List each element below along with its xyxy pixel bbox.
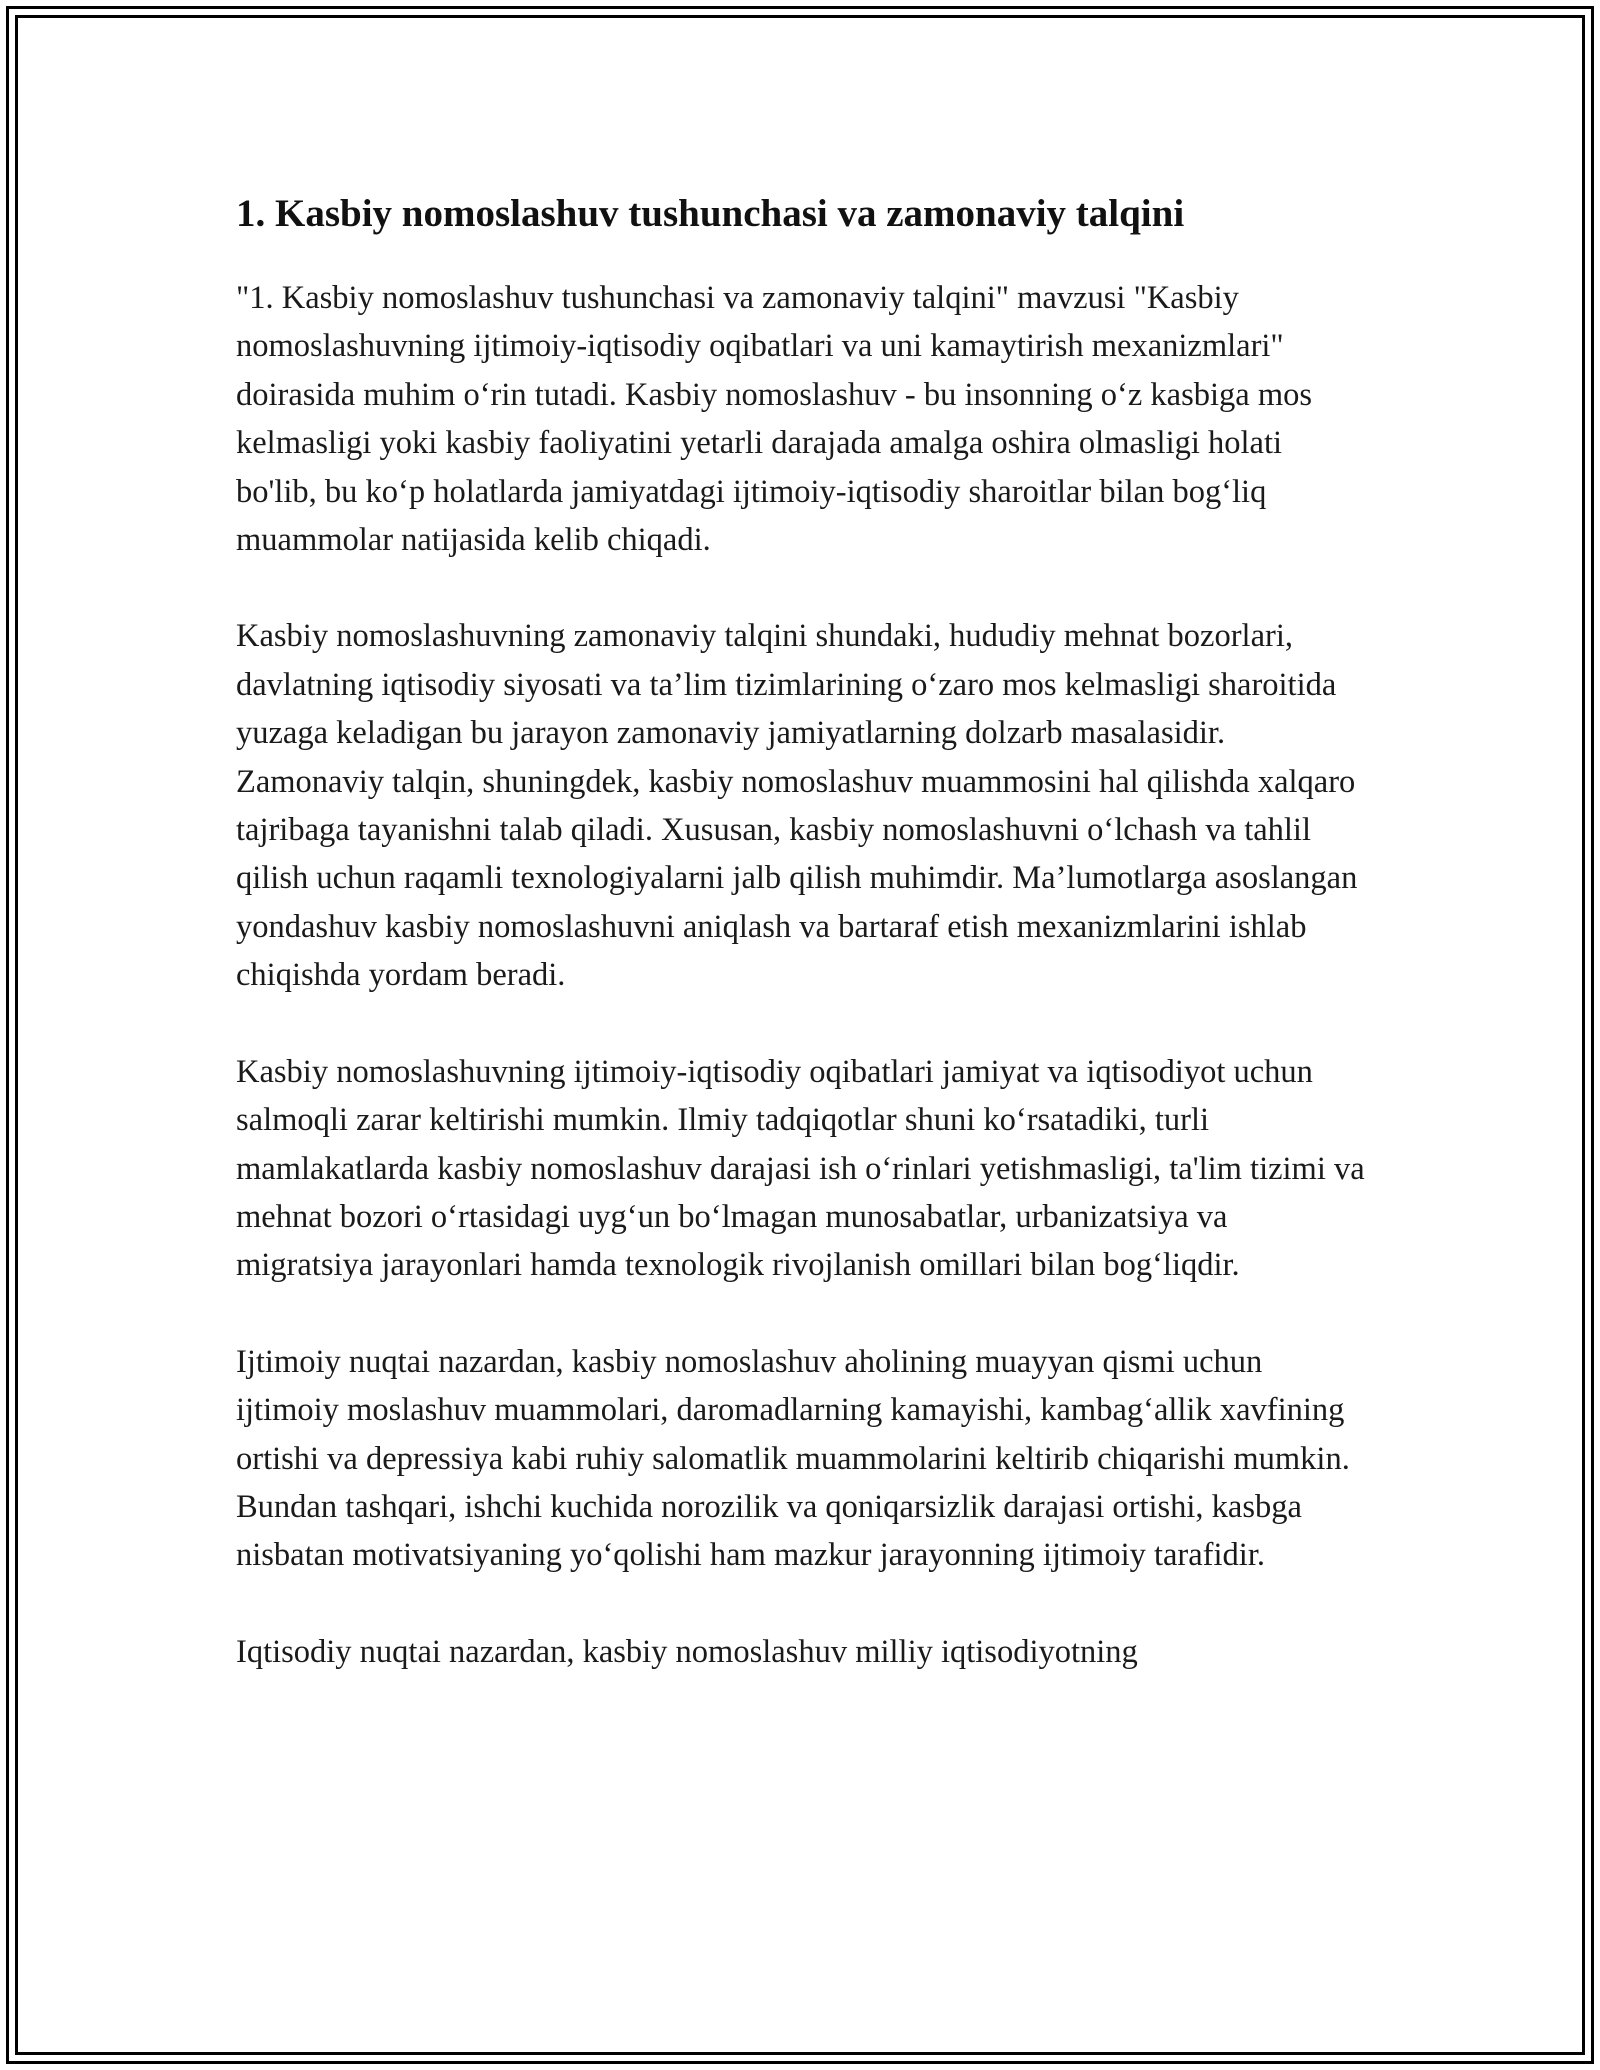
paragraph-2: Kasbiy nomoslashuvning zamonaviy talqini shundaki, hududiy mehnat bozorlari, davlatning iqtisodiy siyosati va ta’lim tizimlarining o‘zaro mos kelmasligi sharoitida yuzaga keladigan bu jarayon zamonaviy jamiyatlarning dolzarb masalasidir. Zamonaviy talqin, shuningdek, kasbiy nomoslashuv muammosini hal qilishda xalqaro tajribaga tayanishni talab qiladi. Xususan, kasbiy nomoslashuvni o‘lchash va tahlil qilish uchun raqamli texnologiyalarni jalb qilish muhimdir. Ma’lumotlarga asoslangan yondashuv kasbiy nomoslashuvni aniqlash va bartaraf etish mexanizmlarini ishlab chiqishda yordam beradi. [236,618,1358,994]
paragraph-1: "1. Kasbiy nomoslashuv tushunchasi va zamonaviy talqini" mavzusi "Kasbiy nomoslashuvning ijtimoiy-iqtisodiy oqibatlari va uni kamaytirish mexanizmlari" doirasida muhim o‘rin tutadi. Kasbiy nomoslashuv - bu insonning o‘z kasbiga mos kelmasligi yoki kasbiy faoliyatini yetarli darajada amalga oshira olmasligi holati bo'lib, bu ko‘p holatlarda jamiyatdagi ijtimoiy-iqtisodiy sharoitlar bilan bog‘liq muammolar natijasida kelib chiqadi. [236,280,1312,559]
paragraph-5: Iqtisodiy nuqtai nazardan, kasbiy nomoslashuv milliy iqtisodiyotning [236,1633,1138,1670]
paragraph-3: Kasbiy nomoslashuvning ijtimoiy-iqtisodiy oqibatlari jamiyat va iqtisodiyot uchun salmoqli zarar keltirishi mumkin. Ilmiy tadqiqotlar shuni ko‘rsatadiki, turli mamlakatlarda kasbiy nomoslashuv darajasi ish o‘rinlari yetishmasligi, ta'lim tizimi va mehnat bozori o‘rtasidagi uyg‘un bo‘lmagan munosabatlar, urbanizatsiya va migratsiya jarayonlari hamda texnologik rivojlanish omillari bilan bog‘liqdir. [236,1053,1365,1284]
paragraph-4: Ijtimoiy nuqtai nazardan, kasbiy nomoslashuv aholining muayyan qismi uchun ijtimoiy moslashuv muammolari, daromadlarning kamayishi, kambag‘allik xavfining ortishi va depressiya kabi ruhiy salomatlik muammolarini keltirib chiqarishi mumkin. Bundan tashqari, ishchi kuchida norozilik va qoniqarsizlik darajasi ortishi, kasbga nisbatan motivatsiyaning yo‘qolishi ham mazkur jarayonning ijtimoiy tarafidir. [236,1343,1350,1574]
section-heading: 1. Kasbiy nomoslashuv tushunchasi va zamonaviy talqini [236,192,1185,235]
document-page [236,188,1370,1724]
